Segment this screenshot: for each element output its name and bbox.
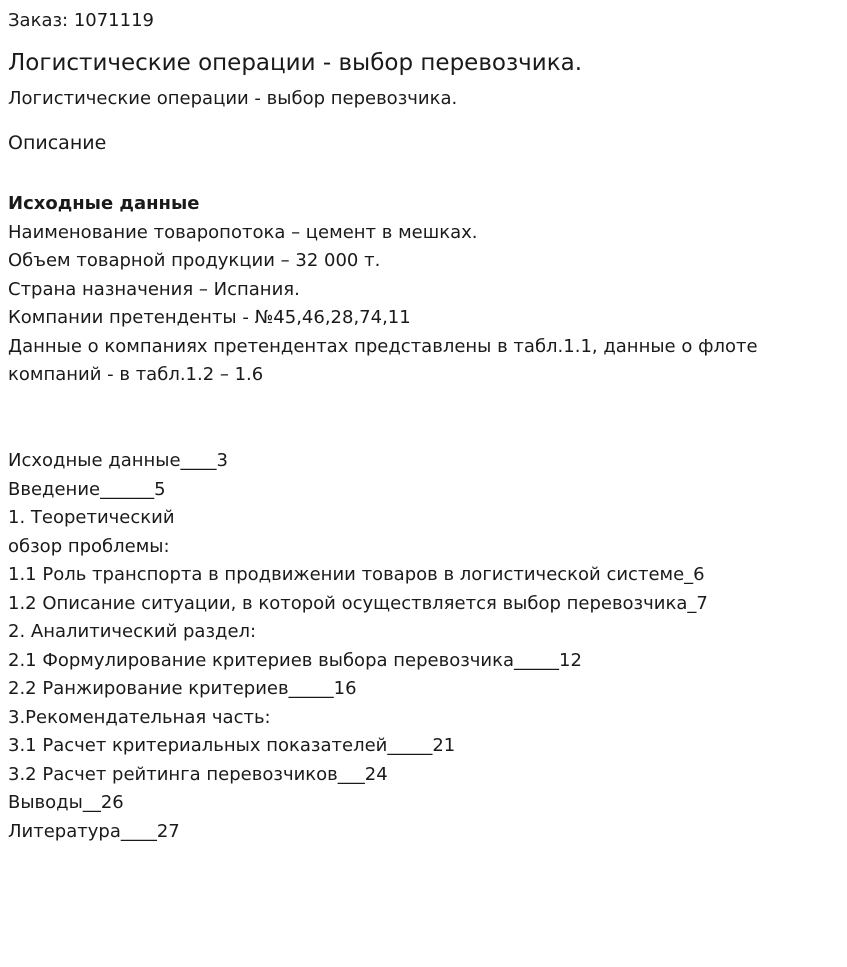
initial-data-line-product: Наименование товаропотока – цемент в мешках.	[8, 221, 478, 243]
order-number: Заказ: 1071119	[8, 10, 154, 31]
page-subtitle: Логистические операции - выбор перевозчика.	[8, 88, 458, 109]
toc-item: 3.Рекомендательная часть:	[8, 706, 271, 728]
toc-item: 1. Теоретический	[8, 507, 175, 528]
toc-item: 3.2 Расчет рейтинга перевозчиков___24	[8, 763, 388, 785]
toc-item: обзор проблемы:	[8, 535, 170, 557]
initial-data-heading: Исходные данные	[8, 193, 200, 214]
initial-data-line-country: Страна назначения – Испания.	[8, 278, 300, 300]
toc-item: Выводы__26	[8, 792, 124, 813]
toc-item: 1.1 Роль транспорта в продвижении товаров в логистической системе_6	[8, 564, 705, 585]
toc-item: 3.1 Расчет критериальных показателей_____21	[8, 735, 456, 756]
toc-item: 2.2 Ранжирование критериев_____16	[8, 678, 357, 699]
toc-item: Литература____27	[8, 820, 180, 842]
initial-data-line-tables: Данные о компаниях претендентах представлены в табл.1.1, данные о флоте компаний - в табл.1.2 – 1.6	[8, 335, 758, 385]
description-heading: Описание	[8, 132, 107, 154]
toc-item: Исходные данные____3	[8, 450, 228, 471]
toc-item: Введение______5	[8, 478, 166, 500]
page-title: Логистические операции - выбор перевозчика.	[8, 50, 583, 76]
toc-item: 2.1 Формулирование критериев выбора перевозчика_____12	[8, 649, 582, 671]
toc-item: 1.2 Описание ситуации, в которой осуществляется выбор перевозчика_7	[8, 592, 708, 614]
toc-item: 2. Аналитический раздел:	[8, 621, 257, 642]
initial-data-section	[8, 190, 818, 390]
initial-data-line-volume: Объем товарной продукции – 32 000 т.	[8, 250, 381, 271]
table-of-contents	[8, 447, 708, 846]
initial-data-line-companies: Компании претенденты - №45,46,28,74,11	[8, 307, 411, 328]
